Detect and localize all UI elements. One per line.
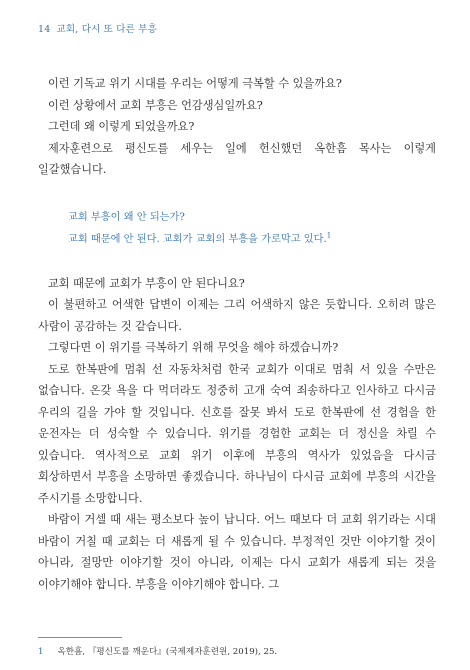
paragraph: 이런 기독교 위기 시대를 우리는 어떻게 극복할 수 있을까요? <box>48 77 342 90</box>
body-text <box>38 73 436 595</box>
paragraph: 그렇다면 이 위기를 극복하기 위해 무엇을 해야 하겠습니까? <box>48 341 339 354</box>
block-quote <box>68 207 436 251</box>
running-title: 교회, 다시 또 다른 부흥 <box>56 24 157 35</box>
paragraph: 도로 한복판에 멈춰 선 자동차처럼 한국 교회가 이대로 멈춰 서 있을 수만은 없습니다. 온갖 욕을 다 먹더라도 정중히 고개 숙여 죄송하다고 인사하고 다시금 우리의 길을 가야 할 것입니다. 신호를 잘못 봐서 도로 한복판에 선 경험을 한 운전자는 더 성숙할 수 있습니다. 위기를 경험한 교회는 더 정신을 차릴 수 있습니다. 역사적으로 교회 위기 이후에 부흥의 역사가 있었음을 다시금 회상하면서 부흥을 소망하면 좋겠습니다. 하나님이 다시금 교회에 부흥의 시간을 주시기를 소망합니다. <box>38 362 436 505</box>
paragraph: 바람이 거셀 때 새는 평소보다 높이 납니다. 어느 때보다 더 교회 위기라는 시대 바람이 거칠 때 교회는 더 새롭게 될 수 있습니다. 부정적인 것만 이야기할 것이 아니라, 절망만 이야기할 것이 아니라, 이제는 다시 교회가 새롭게 되는 것을 이야기해야 합니다. 부흥을 이야기해야 합니다. 그 <box>38 513 436 591</box>
quote-line: 교회 때문에 안 된다. 교회가 교회의 부흥을 가로막고 있다. <box>68 233 327 245</box>
quote-line: 교회 부흥이 왜 안 되는가? <box>68 211 185 223</box>
footnote <box>38 645 277 657</box>
running-header <box>38 21 157 35</box>
footnote-divider <box>38 637 122 638</box>
footnote-marker[interactable]: 1 <box>326 231 332 240</box>
paragraph: 그런데 왜 이렇게 되었을까요? <box>48 120 195 133</box>
page-number: 14 <box>38 24 51 35</box>
footnote-number: 1 <box>38 647 44 657</box>
footnote-text: 옥한흠, 『평신도를 깨운다』(국제제자훈련원, 2019), 25. <box>57 647 278 657</box>
paragraph: 이런 상황에서 교회 부흥은 언감생심일까요? <box>48 98 263 112</box>
paragraph: 이 불편하고 어색한 답변이 이제는 그리 어색하지 않은 듯합니다. 오히려 많은 사람이 공감하는 것 같습니다. <box>38 298 436 333</box>
paragraph: 교회 때문에 교회가 부흥이 안 된다니요? <box>48 276 245 290</box>
paragraph: 제자훈련으로 평신도를 세우는 일에 헌신했던 옥한흠 목사는 이렇게 일갈했습니다. <box>38 141 436 176</box>
quote-line-with-note <box>68 229 436 251</box>
